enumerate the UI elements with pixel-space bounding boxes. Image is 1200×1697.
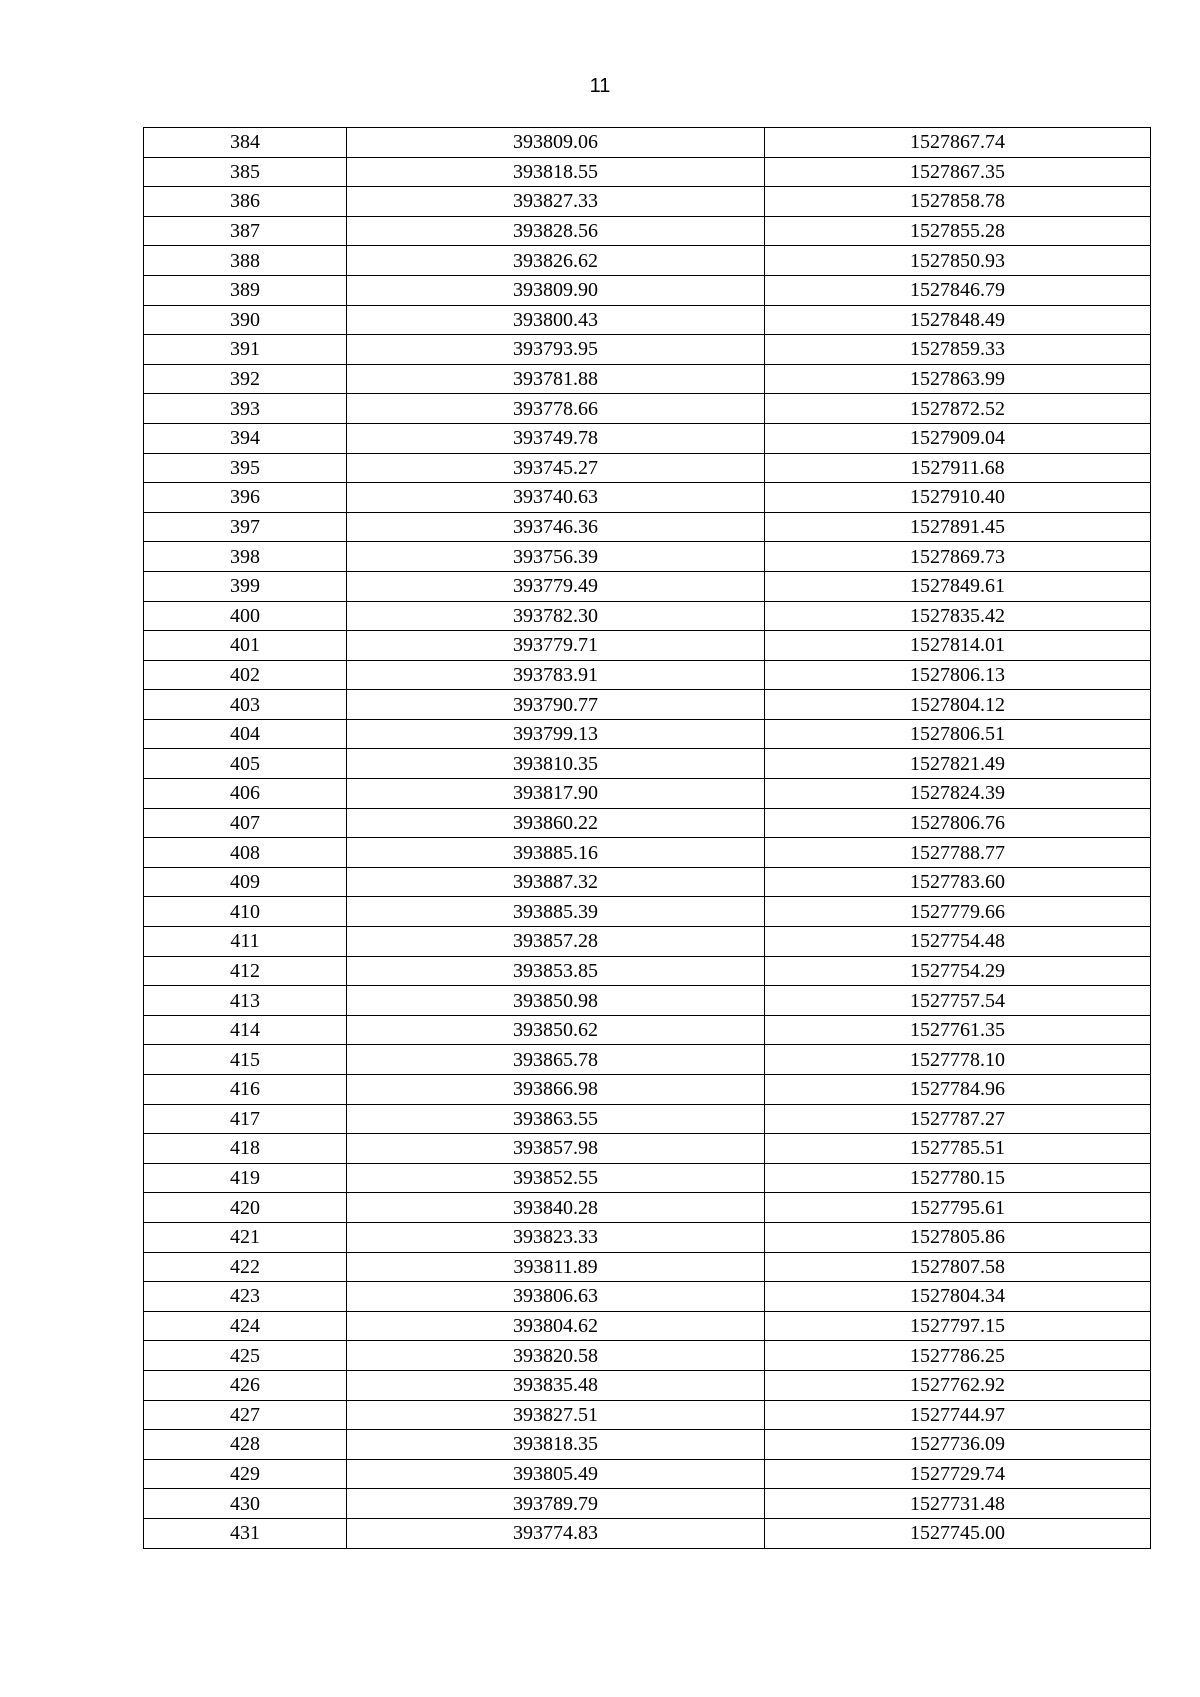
y-coordinate-cell: 1527731.48	[765, 1489, 1151, 1519]
point-number-cell: 400	[144, 601, 347, 631]
x-coordinate-cell: 393826.62	[347, 246, 765, 276]
table-row	[144, 1075, 1151, 1105]
x-coordinate-cell: 393857.98	[347, 1134, 765, 1164]
table-row	[144, 1341, 1151, 1371]
x-coordinate-cell: 393827.33	[347, 187, 765, 217]
point-number-cell: 426	[144, 1370, 347, 1400]
x-coordinate-cell: 393809.90	[347, 275, 765, 305]
table-row	[144, 1311, 1151, 1341]
table-row	[144, 749, 1151, 779]
table-row	[144, 453, 1151, 483]
table-row	[144, 246, 1151, 276]
x-coordinate-cell: 393885.39	[347, 897, 765, 927]
point-number-cell: 428	[144, 1430, 347, 1460]
y-coordinate-cell: 1527863.99	[765, 364, 1151, 394]
point-number-cell: 385	[144, 157, 347, 187]
x-coordinate-cell: 393740.63	[347, 483, 765, 513]
table-row	[144, 423, 1151, 453]
point-number-cell: 403	[144, 690, 347, 720]
x-coordinate-cell: 393799.13	[347, 719, 765, 749]
y-coordinate-cell: 1527807.58	[765, 1252, 1151, 1282]
x-coordinate-cell: 393863.55	[347, 1104, 765, 1134]
x-coordinate-cell: 393820.58	[347, 1341, 765, 1371]
y-coordinate-cell: 1527757.54	[765, 986, 1151, 1016]
point-number-cell: 429	[144, 1459, 347, 1489]
table-row	[144, 719, 1151, 749]
x-coordinate-cell: 393783.91	[347, 660, 765, 690]
point-number-cell: 409	[144, 867, 347, 897]
point-number-cell: 430	[144, 1489, 347, 1519]
table-row	[144, 305, 1151, 335]
x-coordinate-cell: 393790.77	[347, 690, 765, 720]
y-coordinate-cell: 1527850.93	[765, 246, 1151, 276]
y-coordinate-cell: 1527910.40	[765, 483, 1151, 513]
x-coordinate-cell: 393823.33	[347, 1222, 765, 1252]
point-number-cell: 413	[144, 986, 347, 1016]
table-row	[144, 157, 1151, 187]
point-number-cell: 398	[144, 542, 347, 572]
table-row	[144, 1222, 1151, 1252]
y-coordinate-cell: 1527911.68	[765, 453, 1151, 483]
y-coordinate-cell: 1527814.01	[765, 631, 1151, 661]
y-coordinate-cell: 1527754.29	[765, 956, 1151, 986]
point-number-cell: 396	[144, 483, 347, 513]
point-number-cell: 418	[144, 1134, 347, 1164]
y-coordinate-cell: 1527848.49	[765, 305, 1151, 335]
x-coordinate-cell: 393774.83	[347, 1518, 765, 1548]
point-number-cell: 389	[144, 275, 347, 305]
table-row	[144, 1104, 1151, 1134]
x-coordinate-cell: 393853.85	[347, 956, 765, 986]
x-coordinate-cell: 393746.36	[347, 512, 765, 542]
x-coordinate-cell: 393827.51	[347, 1400, 765, 1430]
x-coordinate-cell: 393745.27	[347, 453, 765, 483]
point-number-cell: 414	[144, 1015, 347, 1045]
y-coordinate-cell: 1527754.48	[765, 927, 1151, 957]
table-row	[144, 1400, 1151, 1430]
table-row	[144, 1134, 1151, 1164]
point-number-cell: 406	[144, 779, 347, 809]
point-number-cell: 431	[144, 1518, 347, 1548]
x-coordinate-cell: 393866.98	[347, 1075, 765, 1105]
coordinates-table	[143, 127, 1151, 1549]
table-row	[144, 512, 1151, 542]
x-coordinate-cell: 393779.71	[347, 631, 765, 661]
point-number-cell: 423	[144, 1282, 347, 1312]
table-row	[144, 867, 1151, 897]
point-number-cell: 390	[144, 305, 347, 335]
y-coordinate-cell: 1527806.76	[765, 808, 1151, 838]
x-coordinate-cell: 393781.88	[347, 364, 765, 394]
y-coordinate-cell: 1527783.60	[765, 867, 1151, 897]
y-coordinate-cell: 1527805.86	[765, 1222, 1151, 1252]
point-number-cell: 401	[144, 631, 347, 661]
point-number-cell: 397	[144, 512, 347, 542]
table-row	[144, 1489, 1151, 1519]
y-coordinate-cell: 1527778.10	[765, 1045, 1151, 1075]
y-coordinate-cell: 1527806.51	[765, 719, 1151, 749]
table-row	[144, 364, 1151, 394]
x-coordinate-cell: 393810.35	[347, 749, 765, 779]
x-coordinate-cell: 393778.66	[347, 394, 765, 424]
point-number-cell: 386	[144, 187, 347, 217]
point-number-cell: 419	[144, 1163, 347, 1193]
x-coordinate-cell: 393809.06	[347, 128, 765, 158]
y-coordinate-cell: 1527780.15	[765, 1163, 1151, 1193]
table-row	[144, 927, 1151, 957]
y-coordinate-cell: 1527786.25	[765, 1341, 1151, 1371]
point-number-cell: 411	[144, 927, 347, 957]
table-row	[144, 690, 1151, 720]
table-row	[144, 1015, 1151, 1045]
point-number-cell: 384	[144, 128, 347, 158]
y-coordinate-cell: 1527784.96	[765, 1075, 1151, 1105]
point-number-cell: 394	[144, 423, 347, 453]
x-coordinate-cell: 393782.30	[347, 601, 765, 631]
y-coordinate-cell: 1527846.79	[765, 275, 1151, 305]
table-row	[144, 1045, 1151, 1075]
table-row	[144, 483, 1151, 513]
table-row	[144, 1282, 1151, 1312]
table-row	[144, 986, 1151, 1016]
table-row	[144, 335, 1151, 365]
point-number-cell: 410	[144, 897, 347, 927]
point-number-cell: 405	[144, 749, 347, 779]
table-row	[144, 275, 1151, 305]
point-number-cell: 407	[144, 808, 347, 838]
point-number-cell: 408	[144, 838, 347, 868]
x-coordinate-cell: 393852.55	[347, 1163, 765, 1193]
y-coordinate-cell: 1527869.73	[765, 542, 1151, 572]
table-row	[144, 897, 1151, 927]
y-coordinate-cell: 1527806.13	[765, 660, 1151, 690]
x-coordinate-cell: 393800.43	[347, 305, 765, 335]
x-coordinate-cell: 393779.49	[347, 571, 765, 601]
y-coordinate-cell: 1527858.78	[765, 187, 1151, 217]
x-coordinate-cell: 393804.62	[347, 1311, 765, 1341]
y-coordinate-cell: 1527762.92	[765, 1370, 1151, 1400]
point-number-cell: 399	[144, 571, 347, 601]
y-coordinate-cell: 1527824.39	[765, 779, 1151, 809]
y-coordinate-cell: 1527849.61	[765, 571, 1151, 601]
x-coordinate-cell: 393840.28	[347, 1193, 765, 1223]
table-row	[144, 1518, 1151, 1548]
x-coordinate-cell: 393885.16	[347, 838, 765, 868]
point-number-cell: 421	[144, 1222, 347, 1252]
x-coordinate-cell: 393811.89	[347, 1252, 765, 1282]
x-coordinate-cell: 393865.78	[347, 1045, 765, 1075]
y-coordinate-cell: 1527859.33	[765, 335, 1151, 365]
y-coordinate-cell: 1527736.09	[765, 1430, 1151, 1460]
point-number-cell: 412	[144, 956, 347, 986]
table-row	[144, 956, 1151, 986]
point-number-cell: 422	[144, 1252, 347, 1282]
y-coordinate-cell: 1527761.35	[765, 1015, 1151, 1045]
y-coordinate-cell: 1527729.74	[765, 1459, 1151, 1489]
point-number-cell: 404	[144, 719, 347, 749]
point-number-cell: 417	[144, 1104, 347, 1134]
x-coordinate-cell: 393818.55	[347, 157, 765, 187]
x-coordinate-cell: 393887.32	[347, 867, 765, 897]
table-row	[144, 394, 1151, 424]
y-coordinate-cell: 1527867.35	[765, 157, 1151, 187]
point-number-cell: 387	[144, 216, 347, 246]
x-coordinate-cell: 393850.98	[347, 986, 765, 1016]
table-row	[144, 1163, 1151, 1193]
x-coordinate-cell: 393835.48	[347, 1370, 765, 1400]
coordinates-table-body	[144, 128, 1151, 1549]
y-coordinate-cell: 1527779.66	[765, 897, 1151, 927]
y-coordinate-cell: 1527744.97	[765, 1400, 1151, 1430]
table-row	[144, 187, 1151, 217]
y-coordinate-cell: 1527867.74	[765, 128, 1151, 158]
table-row	[144, 838, 1151, 868]
y-coordinate-cell: 1527821.49	[765, 749, 1151, 779]
table-row	[144, 660, 1151, 690]
point-number-cell: 391	[144, 335, 347, 365]
y-coordinate-cell: 1527804.12	[765, 690, 1151, 720]
y-coordinate-cell: 1527909.04	[765, 423, 1151, 453]
x-coordinate-cell: 393818.35	[347, 1430, 765, 1460]
x-coordinate-cell: 393860.22	[347, 808, 765, 838]
point-number-cell: 395	[144, 453, 347, 483]
table-row	[144, 1193, 1151, 1223]
x-coordinate-cell: 393857.28	[347, 927, 765, 957]
point-number-cell: 420	[144, 1193, 347, 1223]
y-coordinate-cell: 1527787.27	[765, 1104, 1151, 1134]
x-coordinate-cell: 393793.95	[347, 335, 765, 365]
table-row	[144, 1370, 1151, 1400]
y-coordinate-cell: 1527745.00	[765, 1518, 1151, 1548]
y-coordinate-cell: 1527788.77	[765, 838, 1151, 868]
table-row	[144, 601, 1151, 631]
point-number-cell: 415	[144, 1045, 347, 1075]
table-row	[144, 808, 1151, 838]
x-coordinate-cell: 393817.90	[347, 779, 765, 809]
x-coordinate-cell: 393756.39	[347, 542, 765, 572]
page-number: 11	[589, 75, 611, 97]
point-number-cell: 402	[144, 660, 347, 690]
x-coordinate-cell: 393828.56	[347, 216, 765, 246]
table-row	[144, 542, 1151, 572]
table-row	[144, 216, 1151, 246]
y-coordinate-cell: 1527872.52	[765, 394, 1151, 424]
point-number-cell: 416	[144, 1075, 347, 1105]
x-coordinate-cell: 393789.79	[347, 1489, 765, 1519]
y-coordinate-cell: 1527855.28	[765, 216, 1151, 246]
y-coordinate-cell: 1527835.42	[765, 601, 1151, 631]
point-number-cell: 393	[144, 394, 347, 424]
table-row	[144, 779, 1151, 809]
point-number-cell: 427	[144, 1400, 347, 1430]
point-number-cell: 392	[144, 364, 347, 394]
y-coordinate-cell: 1527795.61	[765, 1193, 1151, 1223]
y-coordinate-cell: 1527891.45	[765, 512, 1151, 542]
table-row	[144, 1459, 1151, 1489]
x-coordinate-cell: 393806.63	[347, 1282, 765, 1312]
y-coordinate-cell: 1527785.51	[765, 1134, 1151, 1164]
y-coordinate-cell: 1527804.34	[765, 1282, 1151, 1312]
x-coordinate-cell: 393850.62	[347, 1015, 765, 1045]
y-coordinate-cell: 1527797.15	[765, 1311, 1151, 1341]
table-row	[144, 571, 1151, 601]
x-coordinate-cell: 393805.49	[347, 1459, 765, 1489]
point-number-cell: 388	[144, 246, 347, 276]
x-coordinate-cell: 393749.78	[347, 423, 765, 453]
point-number-cell: 425	[144, 1341, 347, 1371]
table-row	[144, 128, 1151, 158]
point-number-cell: 424	[144, 1311, 347, 1341]
table-row	[144, 631, 1151, 661]
table-row	[144, 1430, 1151, 1460]
table-row	[144, 1252, 1151, 1282]
